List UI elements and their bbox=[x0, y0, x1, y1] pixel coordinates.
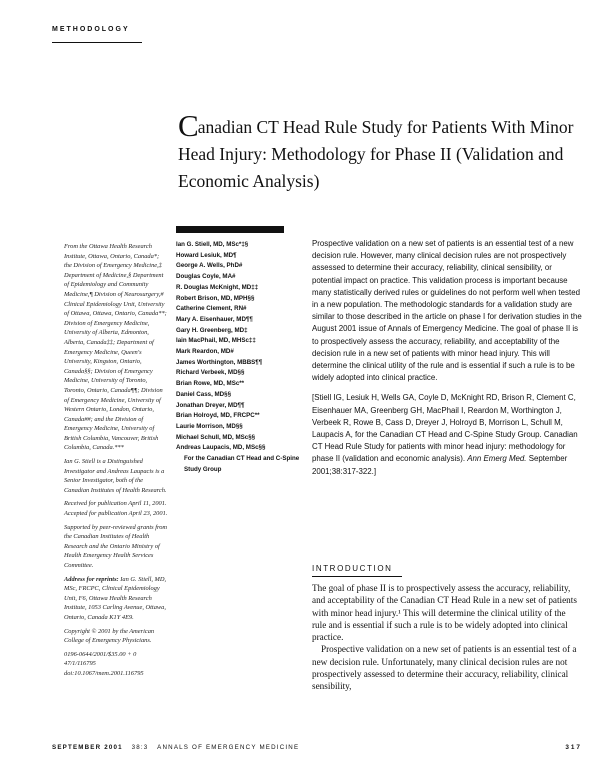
study-group: For the Canadian CT Head and C-Spine Study Group bbox=[184, 455, 300, 473]
author: Gary H. Greenberg, MD‡ bbox=[176, 326, 248, 334]
author: Mary A. Eisenhauer, MD¶¶ bbox=[176, 315, 253, 323]
introduction-body bbox=[312, 582, 582, 693]
footer-date: SEPTEMBER 2001 bbox=[52, 744, 123, 751]
reprints-label: Address for reprints: bbox=[64, 575, 119, 583]
article-code: 47/1/116795 bbox=[64, 660, 96, 668]
author: George A. Wells, PhD# bbox=[176, 262, 243, 270]
author: R. Douglas McKnight, MD‡‡ bbox=[176, 283, 259, 291]
title-text: anadian CT Head Rule Study for Patients With Minor Head Injury: Methodology for Phase II (Validation and Economic Analysis) bbox=[178, 117, 574, 191]
reprints-text: Ian G. Stiell, MD, MSc, FRCPC, Clinical Epidemiology Unit, F6, Ottawa Health Research Institute, 1053 Carling Avenue, Ottawa, Ontario, Canada K1Y 4E9. bbox=[64, 575, 167, 621]
author: Laurie Morrison, MD§§ bbox=[176, 422, 243, 430]
author: Andreas Laupacis, MD, MSc§§ bbox=[176, 444, 266, 452]
introduction-heading: INTRODUCTION bbox=[312, 564, 393, 573]
article-title bbox=[178, 108, 578, 195]
author-list bbox=[176, 240, 300, 475]
author: Richard Verbeek, MD§§ bbox=[176, 369, 245, 377]
author: Catherine Clement, RN# bbox=[176, 305, 247, 313]
section-rule bbox=[52, 42, 142, 43]
footer-volume: 38:3 bbox=[131, 744, 149, 751]
title-dropcap: C bbox=[178, 108, 199, 143]
page-number: 317 bbox=[565, 744, 582, 751]
footer-journal: ANNALS OF EMERGENCY MEDICINE bbox=[157, 744, 300, 751]
author: Iain MacPhail, MD, MHSc‡‡ bbox=[176, 337, 256, 345]
author: Michael Schull, MD, MSc§§ bbox=[176, 433, 256, 441]
doi: doi:10.1067/mem.2001.116795 bbox=[64, 669, 144, 677]
citation bbox=[312, 392, 582, 477]
funding-note: Supported by peer-reviewed grants from the Canadian Institutes of Health Research and the Ontario Ministry of Health Emergency Health Services Committee. bbox=[64, 523, 168, 569]
affiliation-text: From the Ottawa Health Research Institute, Ottawa, Ontario, Canada*; the Division of Emergency Medicine,‡ Department of Medicine,§ Department of Epidemiology and Community Medicine,¶ Division of Neurosurgery,# Clinical Epidemiology Unit, University of Ottawa, Ottawa, Ontario, Canada**; Division of Emergency Medicine, University of Alberta, Edmonton, Alberta, Canada‡‡; Department of Emergency Medicine, Queen's University, Kingston, Ontario, Canada§§; Division of Emergency Medicine, University of Toronto, Toronto, Ontario, Canada¶¶; Division of Emergency Medicine, University of Western Ontario, London, Ontario, Canada##; and the Division of Emergency Medicine, University of British Columbia, Vancouver, British Columbia, Canada.*** bbox=[64, 243, 167, 452]
author: Robert Brison, MD, MPH§§ bbox=[176, 294, 255, 302]
section-label: METHODOLOGY bbox=[52, 26, 130, 33]
received-dates: Received for publication April 11, 2001. Accepted for publication April 23, 2001. bbox=[64, 500, 168, 518]
citation-tail: September 2001;38:317-322.] bbox=[312, 454, 568, 476]
author: Ian G. Stiell, MD, MSc*‡§ bbox=[176, 241, 249, 248]
author: James Worthington, MBBS¶¶ bbox=[176, 358, 263, 366]
reprints-address bbox=[64, 575, 168, 623]
author: Brian Holroyd, MD, FRCPC** bbox=[176, 412, 260, 420]
author: Mark Reardon, MD# bbox=[176, 348, 234, 356]
issn: 0196-0644/2001/$35.00 + 0 bbox=[64, 650, 137, 658]
author: Douglas Coyle, MA# bbox=[176, 273, 236, 281]
author: Brian Rowe, MD, MSc** bbox=[176, 380, 245, 388]
author: Daniel Cass, MD§§ bbox=[176, 390, 232, 398]
introduction-paragraph-1: The goal of phase II is to prospectively assess the accuracy, reliability, and acceptability of the Canadian CT Head Rule in a new set of patients with minor head injury.¹ This will determine the clinical utility of the rule and is essential if such a rule is to be widely adopted into clinical practice. bbox=[312, 583, 577, 643]
author: Howard Lesiuk, MD¶ bbox=[176, 251, 237, 259]
running-footer bbox=[52, 744, 582, 751]
copyright: Copyright © 2001 by the American College of Emergency Physicians. bbox=[64, 627, 155, 645]
introduction-paragraph-2: Prospective validation on a new set of patients is an essential test of a new decision rule. Unfortunately, many clinical decision rules are not prospectively assessed to determine their accuracy, reliability, clinical sensibility, bbox=[312, 644, 577, 692]
citation-journal: Ann Emerg Med. bbox=[467, 454, 527, 464]
abstract-text: Prospective validation on a new set of patients is an essential test of a new decision rule. However, many clinical decision rules are not prospectively assessed to determine their accuracy, reliability, clinical sensibility, or potential impact on practice. This validation process is important because many statistically derived rules or guidelines do not perform well when tested in a new population. The methodologic standards for a validation study are similar to those described in the article on phase I for derivation studies in the August 2001 issue of Annals of Emergency Medicine. The goal of phase II is to prospectively assess the accuracy, reliability, and acceptability of the decision rule in a new set of patients with minor head injury. This will determine the clinical utility of the rule and is essential if such a rule is to be widely adopted into clinical practice. bbox=[312, 239, 582, 383]
citation-text: [Stiell IG, Lesiuk H, Wells GA, Coyle D, McKnight RD, Brison R, Clement C, Eisenhauer MA, Greenberg GH, MacPhail I, Reardon M, Worthington J, Verbeek R, Rowe B, Cass D, Dreyer J, Holroyd B, Morrison L, Schull M, Laupacis A, for the Canadian CT Head and C-Spine Study Group. Canadian CT Head Rule Study for patients with minor head injury: methodology for phase II (validation and economic analysis). bbox=[312, 393, 578, 464]
introduction-rule bbox=[312, 576, 402, 577]
author-rule bbox=[176, 226, 284, 233]
investigator-note: Ian G. Stiell is a Distinguished Investigator and Andreas Laupacis is a Senior Investigator, both of the Canadian Institutes of Health Research. bbox=[64, 458, 167, 494]
abstract bbox=[312, 238, 582, 486]
author: Jonathan Dreyer, MD¶¶ bbox=[176, 401, 245, 409]
affiliations-column bbox=[64, 242, 168, 683]
identifiers bbox=[64, 650, 168, 679]
